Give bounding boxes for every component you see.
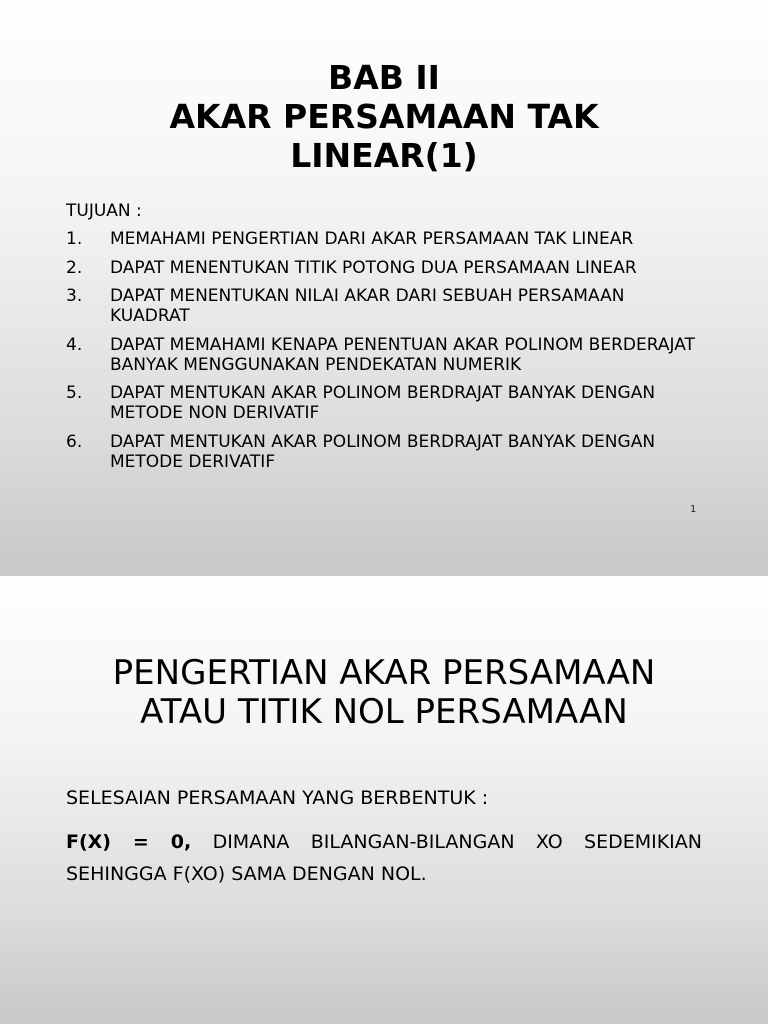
title-line: ATAU TITIK NOL PERSAMAAN bbox=[140, 692, 628, 732]
title-line: BAB II bbox=[328, 58, 440, 97]
definition-text: DIMANA BILANGAN-BILANGAN XO SEDEMIKIAN SEHINGGA F(XO) SAMA DENGAN NOL. bbox=[66, 831, 702, 885]
list-item bbox=[66, 286, 706, 326]
list-number: 5. bbox=[66, 383, 83, 403]
title-line: AKAR PERSAMAAN TAK bbox=[169, 97, 599, 136]
list-text: MEMAHAMI PENGERTIAN DARI AKAR PERSAMAAN TAK LINEAR bbox=[110, 229, 634, 249]
title-line: PENGERTIAN AKAR PERSAMAAN bbox=[112, 653, 656, 693]
definition-paragraph bbox=[66, 826, 702, 890]
slide-2 bbox=[0, 576, 768, 1024]
list-number: 1. bbox=[66, 229, 83, 249]
list-number: 4. bbox=[66, 334, 83, 355]
objectives-list bbox=[66, 229, 706, 480]
list-text: DAPAT MENENTUKAN NILAI AKAR DARI SEBUAH PERSAMAAN KUADRAT bbox=[110, 286, 625, 326]
title-line: LINEAR(1) bbox=[290, 136, 478, 175]
list-item bbox=[66, 229, 706, 249]
list-text: DAPAT MENTUKAN AKAR POLINOM BERDRAJAT BANYAK DENGAN METODE DERIVATIF bbox=[110, 431, 656, 472]
list-item bbox=[66, 432, 706, 472]
list-text: DAPAT MENENTUKAN TITIK POTONG DUA PERSAMAAN LINEAR bbox=[110, 257, 637, 278]
list-text: DAPAT MENTUKAN AKAR POLINOM BERDRAJAT BANYAK DENGAN METODE NON DERIVATIF bbox=[110, 383, 656, 423]
list-text: DAPAT MEMAHAMI KENAPA PENENTUAN AKAR POLINOM BERDERAJAT BANYAK MENGGUNAKAN PENDEKATAN NUMERIK bbox=[110, 334, 695, 375]
intro-paragraph: SELESAIAN PERSAMAAN YANG BERBENTUK : bbox=[66, 787, 489, 809]
list-number: 2. bbox=[66, 257, 83, 278]
page-number: 1 bbox=[690, 504, 697, 515]
list-number: 6. bbox=[66, 431, 83, 452]
equation: F(X) = 0, bbox=[66, 831, 192, 853]
list-item bbox=[66, 383, 706, 423]
list-item bbox=[66, 335, 706, 375]
slide-1-title bbox=[0, 58, 768, 175]
tujuan-label: TUJUAN : bbox=[66, 201, 142, 221]
list-item bbox=[66, 258, 706, 278]
slide-2-title bbox=[0, 654, 768, 732]
list-number: 3. bbox=[66, 286, 83, 306]
